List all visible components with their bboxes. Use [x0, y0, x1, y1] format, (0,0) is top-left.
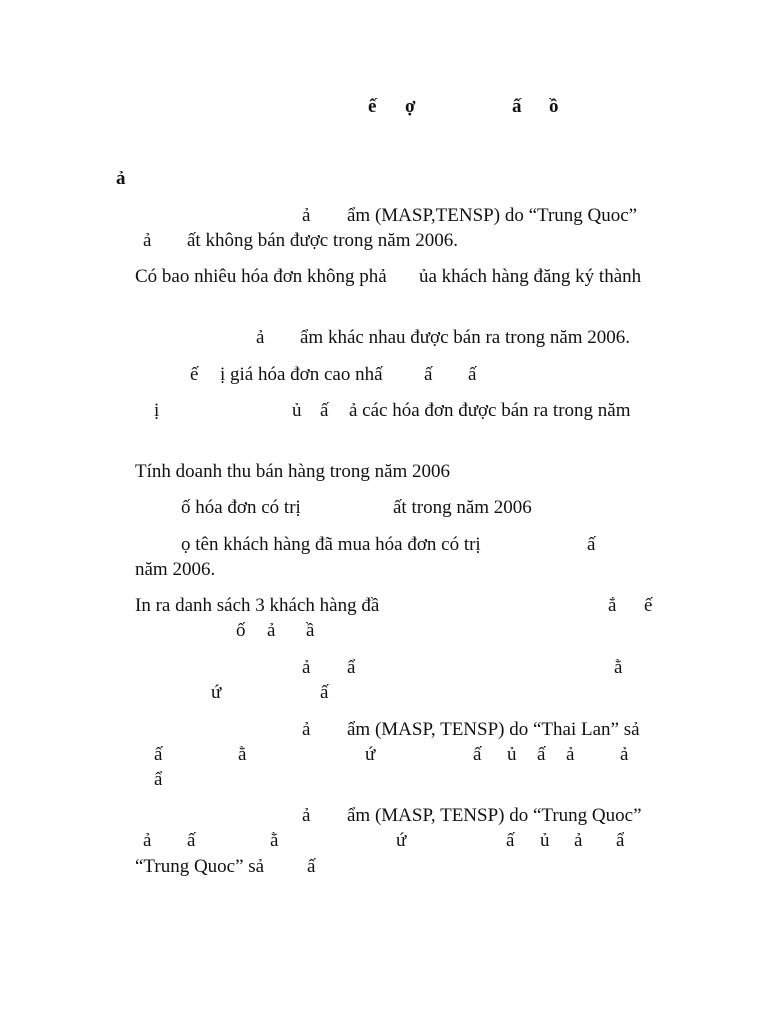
title-fragment: ế	[368, 96, 377, 117]
text-fragment: ố	[236, 620, 246, 641]
text-fragment: ứ	[365, 744, 376, 765]
text-fragment: ố hóa đơn có trị	[181, 497, 301, 518]
text-fragment: ấ	[537, 744, 546, 765]
title-fragment: ồ	[549, 96, 559, 117]
text-fragment: ấ	[468, 364, 477, 385]
text-fragment: ẩm (MASP, TENSP) do “Thai Lan” sả	[347, 719, 640, 740]
text-fragment: ằ	[238, 744, 247, 765]
text-fragment: ẩ	[154, 769, 163, 790]
text-fragment: ấ	[187, 830, 196, 851]
text-fragment: In ra danh sách 3 khách hàng đầ	[135, 595, 380, 616]
title-fragment: ấ	[512, 96, 522, 117]
text-fragment: ả	[302, 805, 311, 826]
title-fragment: ợ	[405, 96, 416, 117]
text-fragment: ất không bán được trong năm 2006.	[187, 230, 458, 251]
text-fragment: ả	[566, 744, 575, 765]
text-fragment: ầ	[306, 620, 315, 641]
text-fragment: ủ	[507, 744, 517, 765]
text-fragment: ả	[143, 830, 152, 851]
text-fragment: ấ	[320, 682, 329, 703]
text-fragment: ủ	[540, 830, 550, 851]
text-fragment: ủ	[292, 400, 302, 421]
text-fragment: ấ	[320, 400, 329, 421]
text-fragment: ả	[574, 830, 583, 851]
text-fragment: Tính doanh thu bán hàng trong năm 2006	[135, 461, 451, 482]
text-fragment: ất trong năm 2006	[393, 497, 532, 518]
text-fragment: ấ	[307, 856, 316, 877]
text-fragment: ấ	[473, 744, 482, 765]
text-fragment: ả	[267, 620, 276, 641]
text-fragment: ằ	[614, 657, 623, 678]
text-fragment: ắ	[608, 595, 617, 616]
text-fragment: ằ	[270, 830, 279, 851]
text-fragment: ả	[302, 719, 311, 740]
text-fragment: ẩm khác nhau được bán ra trong năm 2006.	[300, 327, 631, 348]
text-fragment: ả các hóa đơn được bán ra trong năm	[349, 400, 631, 421]
text-fragment: ả	[302, 205, 311, 226]
text-fragment: ị	[154, 400, 160, 421]
text-fragment: ọ tên khách hàng đã mua hóa đơn có trị	[181, 534, 481, 555]
text-fragment: ả	[620, 744, 629, 765]
text-fragment: ấ	[506, 830, 515, 851]
text-fragment: năm 2006.	[135, 559, 216, 580]
text-fragment: ứ	[396, 830, 407, 851]
text-fragment: ả	[256, 327, 265, 348]
text-fragment: ả	[143, 230, 152, 251]
text-fragment: ị giá hóa đơn cao nhấ	[220, 364, 383, 385]
text-fragment: ứ	[211, 682, 222, 703]
text-fragment: ấ	[154, 744, 163, 765]
text-fragment: ủa khách hàng đăng ký thành	[419, 266, 642, 287]
text-fragment: ẩ	[616, 830, 625, 851]
text-fragment: ế	[190, 364, 199, 385]
text-fragment: ẩm (MASP,TENSP) do “Trung Quoc”	[347, 205, 638, 226]
text-fragment: ả	[302, 657, 311, 678]
text-fragment: ấ	[587, 534, 596, 555]
text-fragment: ấ	[424, 364, 433, 385]
text-fragment: ẩ	[347, 657, 356, 678]
section-heading-fragment: ả	[116, 168, 126, 189]
text-fragment: “Trung Quoc” sả	[135, 856, 265, 877]
text-fragment: Có bao nhiêu hóa đơn không phả	[135, 266, 387, 287]
text-fragment: ẩm (MASP, TENSP) do “Trung Quoc”	[347, 805, 642, 826]
text-fragment: ế	[644, 595, 653, 616]
